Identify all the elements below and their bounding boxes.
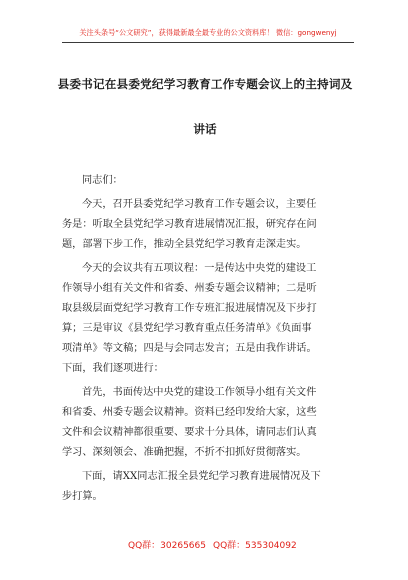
paragraph-line: 题，部署下步工作，推动全县党纪学习教育走深走实。 [62, 239, 307, 250]
footer [128, 538, 297, 551]
footer-qq-group-1: QQ群：30265665 [128, 541, 206, 551]
paragraph-line: 下面，我们逐项进行： [62, 363, 164, 374]
paragraph-line: 今天的会议共有五项议程：一是传达中央党的建设工 [82, 263, 317, 274]
paragraph-line: 算；三是审议《县党纪学习教育重点任务清单》《负面事 [62, 323, 312, 334]
paragraph-line: 步打算。 [62, 491, 103, 502]
paragraph-line: 和省委、州委专题会议精神。资料已经印发给大家，这些 [62, 407, 317, 418]
paragraph-line: 项清单》等文稿；四是与会同志发言；五是由我作讲话。 [62, 343, 317, 354]
document-title: 县委书记在县委党纪学习教育工作专题会议上的主持词及 [57, 77, 353, 91]
paragraph-line: 今天，召开县委党纪学习教育工作专题会议，主要任 [82, 199, 317, 210]
paragraph-line: 首先，书面传达中央党的建设工作领导小组有关文件 [82, 387, 317, 398]
paragraph-line: 取县级层面党纪学习教育工作专班汇报进展情况及下步打 [62, 303, 317, 314]
footer-qq-group-2: QQ群：535304092 [213, 541, 297, 551]
salutation: 同志们： [82, 175, 123, 186]
paragraph-line: 文件和会议精神都很重要、要求十分具体，请同志们认真 [62, 427, 317, 438]
paragraph-line: 下面，请XX同志汇报全县党纪学习教育进展情况及下 [82, 471, 321, 482]
paragraph-line: 务是：听取全县党纪学习教育进展情况汇报，研究存在问 [62, 219, 317, 230]
paragraph-line: 作领导小组有关文件和省委、州委专题会议精神；二是听 [62, 283, 317, 294]
paragraph-line: 学习、深刻领会、准确把握，不折不扣抓好贯彻落实。 [62, 447, 307, 458]
header-banner: 关注头条号“公文研究”，获得最新最全最专业的公文资料库！ 微信：gongwenyj [62, 27, 354, 43]
document-title-continued: 讲话 [193, 122, 217, 136]
